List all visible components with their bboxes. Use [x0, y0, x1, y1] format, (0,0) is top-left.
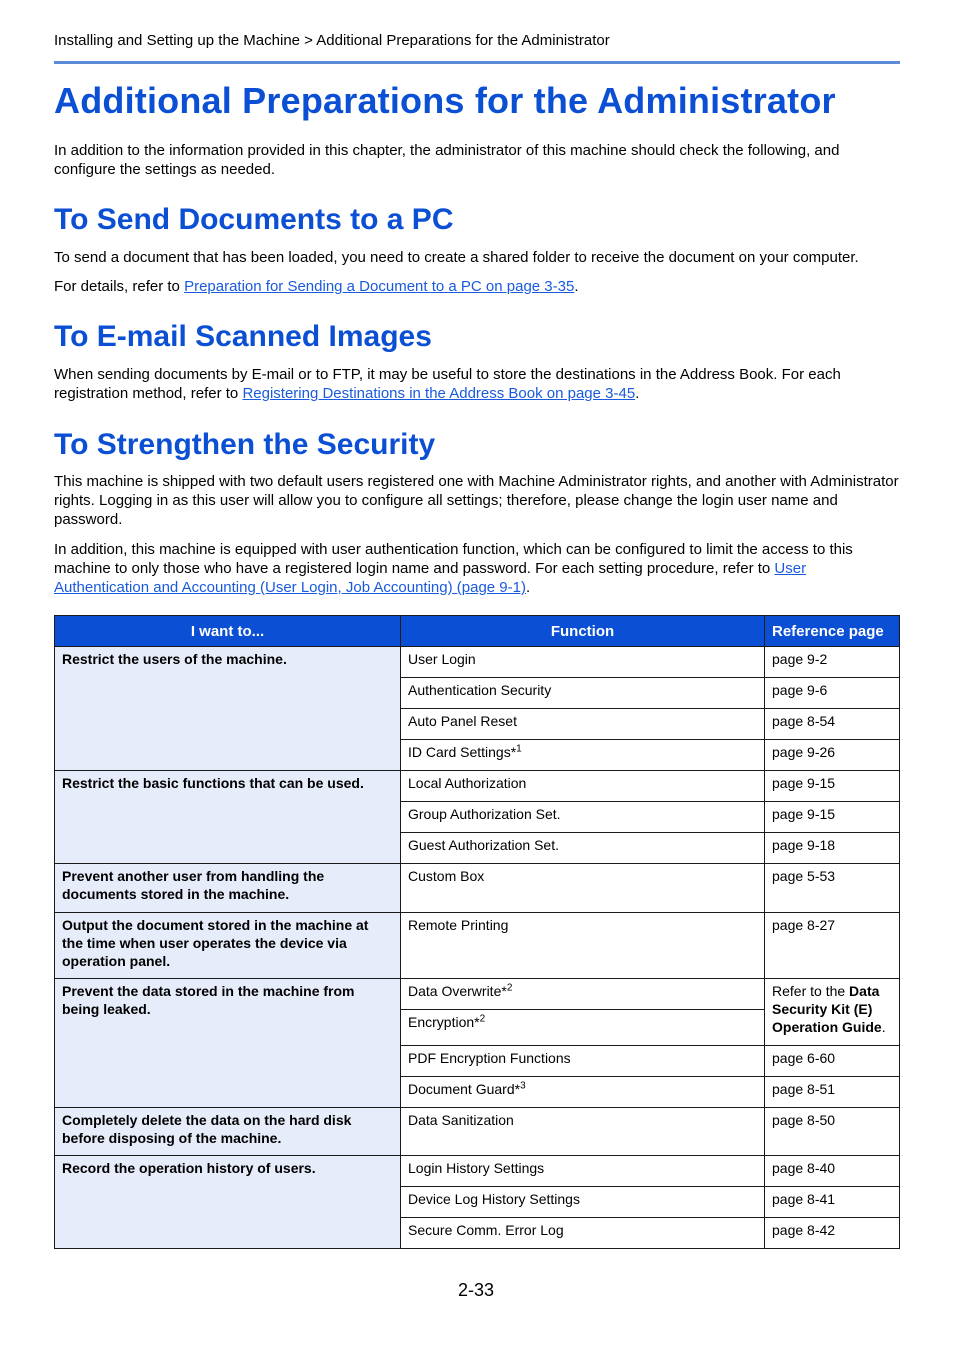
function-cell: Local Authorization: [401, 771, 765, 802]
reference-cell: page 9-26: [765, 740, 900, 771]
reference-cell: page 8-41: [765, 1187, 900, 1218]
function-label: Data Overwrite*: [408, 983, 507, 999]
table-row: [55, 1156, 900, 1187]
reference-cell: page 9-2: [765, 647, 900, 678]
function-label: Encryption*: [408, 1014, 480, 1030]
function-label: Document Guard*: [408, 1081, 521, 1097]
reference-cell: page 8-51: [765, 1077, 900, 1108]
want-cell: Completely delete the data on the hard disk before disposing of the machine.: [55, 1108, 401, 1156]
intro-paragraph: In addition to the information provided in this chapter, the administrator of this machine should check the following, and configure the settings as needed.: [54, 142, 840, 178]
reference-cell: page 8-54: [765, 709, 900, 740]
table-row: [55, 864, 900, 913]
reference-cell: page 6-60: [765, 1046, 900, 1077]
function-cell: Guest Authorization Set.: [401, 833, 765, 864]
send-details-prefix: For details, refer to: [54, 278, 185, 295]
function-cell: Remote Printing: [401, 913, 765, 979]
heading-send-documents: To Send Documents to a PC: [54, 203, 454, 236]
security-p2-prefix: In addition, this machine is equipped with user authentication function, which can be configured to limit the access to this machine to only those who have a registered login name and password. For each setting procedure, refer to: [54, 541, 853, 577]
reference-cell: page 8-40: [765, 1156, 900, 1187]
link-registering-destinations[interactable]: Registering Destinations in the Address Book on page 3-45: [242, 385, 636, 402]
email-suffix: .: [635, 385, 640, 402]
page-number: 2-33: [458, 1280, 495, 1300]
reference-cell: page 8-42: [765, 1218, 900, 1249]
function-cell: [401, 740, 765, 771]
footnote-mark: 3: [520, 1080, 526, 1092]
function-cell: PDF Encryption Functions: [401, 1046, 765, 1077]
table-header-row: [55, 616, 900, 647]
function-cell: [401, 1077, 765, 1108]
table-row: [55, 913, 900, 979]
col-header-want: I want to...: [55, 616, 401, 647]
send-details-paragraph: [54, 277, 902, 296]
reference-cell: page 9-15: [765, 771, 900, 802]
breadcrumb: Installing and Setting up the Machine > Additional Preparations for the Administrator: [54, 32, 610, 49]
want-cell: Record the operation history of users.: [55, 1156, 401, 1249]
link-user-authentication[interactable]: User Authentication and Accounting (User Login, Job Accounting) (page 9-1): [54, 560, 807, 596]
want-cell: Restrict the basic functions that can be used.: [55, 771, 401, 864]
send-details-suffix: .: [574, 278, 579, 295]
table-row: [55, 1108, 900, 1156]
heading-strengthen-security: To Strengthen the Security: [54, 428, 436, 461]
email-prefix: When sending documents by E-mail or to FTP, it may be useful to store the destinations in the Address Book. For each registration method, refer to: [54, 366, 841, 402]
security-reference-table: [54, 615, 900, 1249]
send-paragraph: To send a document that has been loaded, you need to create a shared folder to receive the document on your computer.: [54, 249, 859, 266]
function-cell: [401, 1010, 765, 1046]
table-row: [55, 979, 900, 1010]
function-label: ID Card Settings*: [408, 744, 517, 760]
email-paragraph: [54, 365, 902, 403]
reference-cell: page 8-50: [765, 1108, 900, 1156]
function-cell: Secure Comm. Error Log: [401, 1218, 765, 1249]
function-cell: Custom Box: [401, 864, 765, 913]
function-cell: Auto Panel Reset: [401, 709, 765, 740]
security-paragraph-1: This machine is shipped with two default users registered one with Machine Administrator rights, and another with Administrator rights. Logging in as this user will allow you to configure all settings; therefore, please change the login user name and password.: [54, 473, 899, 528]
security-kit-prefix: Refer to the: [772, 983, 850, 999]
security-kit-guide-name: Data Security Kit (E) Operation Guide: [772, 983, 882, 1035]
function-cell: Device Log History Settings: [401, 1187, 765, 1218]
want-cell: Restrict the users of the machine.: [55, 647, 401, 771]
link-preparation-sending[interactable]: Preparation for Sending a Document to a PC on page 3-35: [184, 278, 575, 295]
reference-cell: page 9-6: [765, 678, 900, 709]
footnote-mark: 2: [479, 1013, 486, 1025]
table-row: [55, 771, 900, 802]
reference-cell: page 5-53: [765, 864, 900, 913]
function-cell: Login History Settings: [401, 1156, 765, 1187]
header-rule: [54, 61, 900, 64]
table-row: [55, 647, 900, 678]
function-cell: Group Authorization Set.: [401, 802, 765, 833]
function-cell: Data Sanitization: [401, 1108, 765, 1156]
col-header-function: Function: [401, 616, 765, 647]
reference-cell: page 8-27: [765, 913, 900, 979]
reference-cell: page 9-15: [765, 802, 900, 833]
footnote-mark: 2: [506, 982, 513, 994]
want-cell: Output the document stored in the machine at the time when user operates the device via operation panel.: [55, 913, 401, 979]
security-paragraph-2: [54, 540, 902, 597]
want-cell: Prevent another user from handling the documents stored in the machine.: [55, 864, 401, 913]
col-header-reference: Reference page: [765, 616, 900, 647]
reference-cell: [765, 979, 900, 1046]
security-kit-suffix: .: [881, 1019, 886, 1035]
function-cell: User Login: [401, 647, 765, 678]
function-cell: [401, 979, 765, 1010]
want-cell: Prevent the data stored in the machine from being leaked.: [55, 979, 401, 1108]
reference-cell: page 9-18: [765, 833, 900, 864]
page-title: Additional Preparations for the Administrator: [54, 80, 836, 121]
security-p2-suffix: .: [525, 579, 531, 596]
function-cell: Authentication Security: [401, 678, 765, 709]
heading-email-scanned: To E-mail Scanned Images: [54, 320, 432, 353]
footnote-mark: 1: [516, 743, 522, 755]
